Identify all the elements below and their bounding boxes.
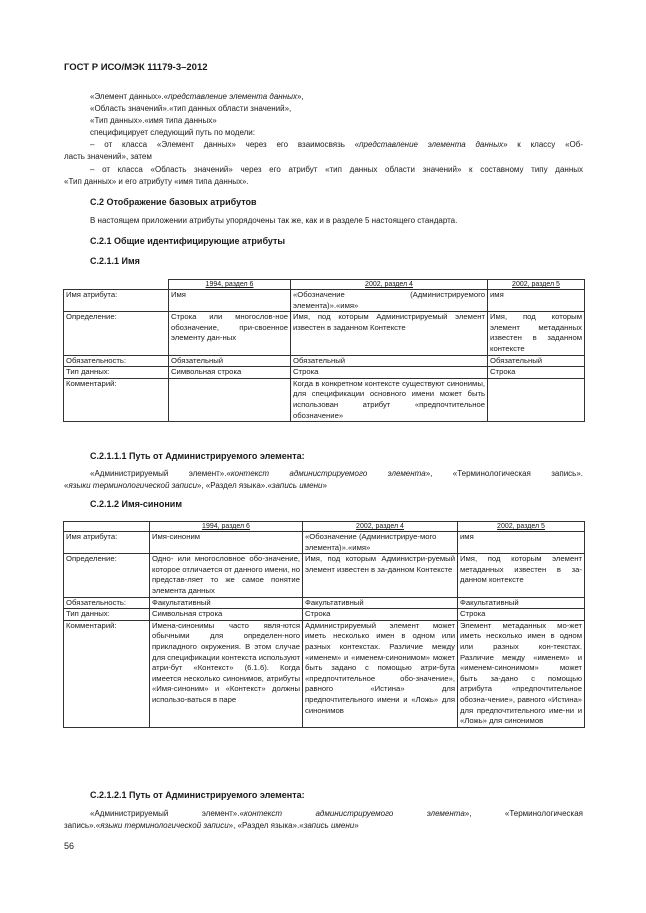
table-cell: имя [458,532,585,554]
table-row [64,620,585,727]
section-c2-text: В настоящем приложении атрибуты упорядочены так же, как и в разделе 5 настоящего стандарта. [90,216,458,225]
table-cell: Имя, под которым Администри-руемый элемент известен в за-данном Контексте [303,554,458,597]
table-cell: Символьная строка [150,609,303,621]
table-header-row [64,280,585,290]
row-label: Комментарий: [64,378,169,421]
table-cell: Одно- или многословное обо-значение, которое отличается от данного имени, но представ-ляет то же самое понятие элемента данных [150,554,303,597]
table-cell: Факультативный [150,597,303,609]
column-header: 1994, раздел 6 [169,280,291,290]
table-cell: Элемент метаданных мо-жет иметь несколько имен в одном или разных кон-текстах. Различие между «именем» и «именем-синонимом» может быть за-дано с помощью атрибута «предпочтительное обозна-чение», равного «Истина» для предпочтительного име-ни и «Ложь» для синонимов [458,620,585,727]
column-header: 2002, раздел 5 [458,522,585,532]
section-c212-title: C.2.1.2 Имя-синоним [90,499,182,509]
table-cell: Строка [458,609,585,621]
table-cell: Факультативный [458,597,585,609]
table-row [64,312,585,355]
table-cell: Обязательный [488,355,585,367]
row-label: Определение: [64,312,169,355]
path-c2121-line-2: запись».«языки терминологической записи», «Раздел языка».«запись имени» [64,821,359,830]
section-c211-title: C.2.1.1 Имя [90,256,140,266]
table-cell: «Обозначение (Администрируе-мого элемента)».«имя» [303,532,458,554]
table-cell: Строка [488,367,585,379]
table-header-row [64,522,585,532]
table-cell: Факультативный [303,597,458,609]
table-cell: Имена-синонимы часто явля-ются обычными для определен-ного прикладного окружения. В этом случае для спецификации контекста используют атри-бут «Контекст» (6.1.6). Когда имеется несколько синонимов, атрибуты «Имя-синоним» и «Контекст» должны использо-ваться в паре [150,620,303,727]
table-cell: Имя [169,290,291,312]
table-cell: Обязательный [291,355,488,367]
intro-line-8: «Тип данных» и его атрибуту «имя типа данных». [64,177,249,186]
table-row [64,532,585,554]
intro-line-7: – от класса «Область значений» через его атрибут «тип данных области значений» к составному типу данных [90,165,583,174]
table-cell: Символьная строка [169,367,291,379]
section-c2-title: C.2 Отображение базовых атрибутов [90,197,257,207]
table-cell: Строка [303,609,458,621]
row-label: Тип данных: [64,609,150,621]
path-c2121-line-1: «Администрируемый элемент».«контекст администрируемого элемента», «Терминологическая [90,809,583,818]
column-header: 2002, раздел 5 [488,280,585,290]
path-c2111-line-2: «языки терминологической записи», «Раздел языка».«запись имени» [64,481,327,490]
table-row [64,355,585,367]
name-attribute-table [63,279,585,422]
row-label: Имя атрибута: [64,532,150,554]
page-number: 56 [64,841,75,851]
intro-line-2: «Область значений».«тип данных области значений», [90,104,292,113]
column-header: 2002, раздел 4 [303,522,458,532]
row-label: Обязательность: [64,355,169,367]
path-c2111-line-1: «Администрируемый элемент».«контекст администрируемого элемента», «Терминологическая запись». [90,469,584,478]
row-label: Определение: [64,554,150,597]
table-cell: Строка [291,367,488,379]
intro-line-6: ласть значений», затем [64,152,152,161]
page-header: ГОСТ Р ИСО/МЭК 11179-3–2012 [64,62,208,73]
table-row [64,597,585,609]
intro-line-3: «Тип данных».«имя типа данных» [90,116,217,125]
table-cell: Администрируемый элемент может иметь несколько имен в одном или разных контекстах. Различие между «именем» и «именем-синонимом» может быть задано с помощью атри-бута «предпочтительное обо-значение», равного «Истина» для предпочтительного имени и «Ложь» для синонимов [303,620,458,727]
table-cell: «Обозначение (Администрируемого элемента)».«имя» [291,290,488,312]
table-cell: имя [488,290,585,312]
table-cell: Имя-синоним [150,532,303,554]
row-label: Обязательность: [64,597,150,609]
table-cell: Строка или многослов-ное обозначение, при-своенное элементу дан-ных [169,312,291,355]
section-c21-title: C.2.1 Общие идентифицирующие атрибуты [90,236,286,246]
table-cell: Имя, под которым элемент метаданных известен в за-данном контексте [458,554,585,597]
table-row [64,554,585,597]
row-label: Имя атрибута: [64,290,169,312]
row-label: Тип данных: [64,367,169,379]
intro-line-5: – от класса «Элемент данных» через его взаимосвязь «представление элемента данных» к классу «Об- [90,140,583,149]
table-row [64,378,585,421]
column-header: 2002, раздел 4 [291,280,488,290]
intro-line-4: специфицирует следующий путь по модели: [90,128,255,137]
intro-line-1: «Элемент данных».«представление элемента данных», [90,92,304,101]
column-header: 1994, раздел 6 [150,522,303,532]
row-label: Комментарий: [64,620,150,727]
table-cell [488,378,585,421]
synonym-attribute-table [63,521,585,728]
table-row [64,367,585,379]
table-row [64,609,585,621]
table-row [64,290,585,312]
section-c2111-title: C.2.1.1.1 Путь от Администрируемого элемента: [90,451,305,461]
table-cell: Когда в конкретном контексте существуют синонимы, для спецификации основного имени может быть использован атрибут «предпочтительное обозначение» [291,378,488,421]
table-cell: Обязательный [169,355,291,367]
section-c2121-title: C.2.1.2.1 Путь от Администрируемого элемента: [90,790,305,800]
table-cell [169,378,291,421]
table-cell: Имя, под которым элемент метаданных известен в заданном контексте [488,312,585,355]
table-cell: Имя, под которым Администрируемый элемент известен в заданном Контексте [291,312,488,355]
